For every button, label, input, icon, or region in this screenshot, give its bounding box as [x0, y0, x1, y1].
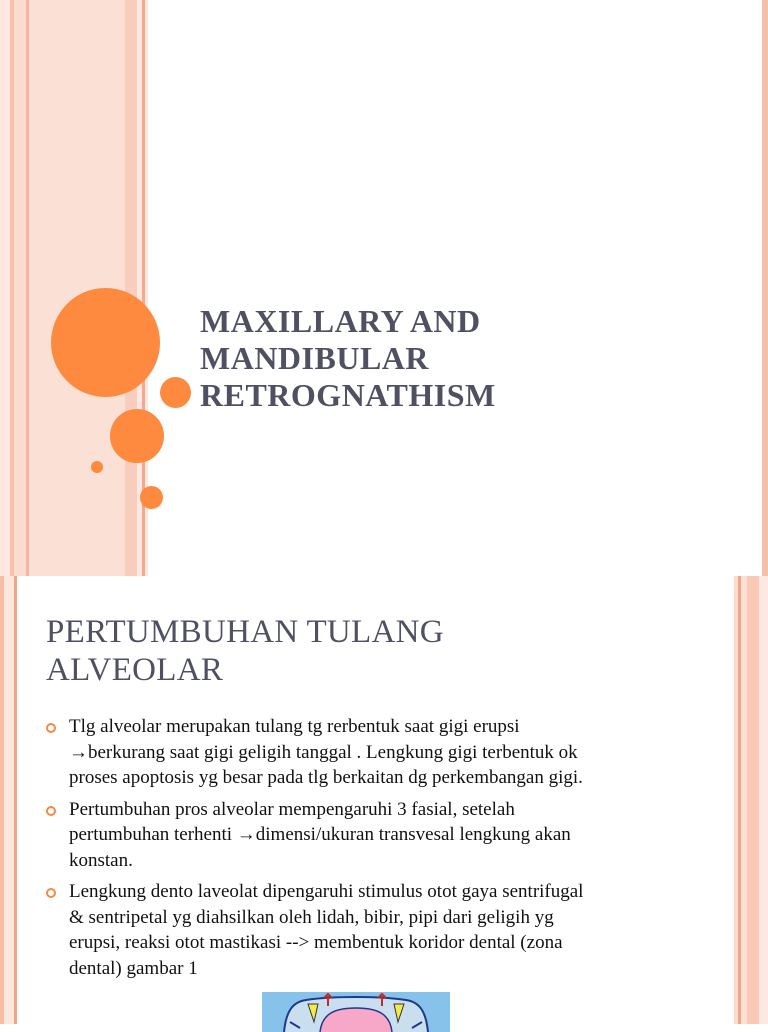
dental-arch-illustration [262, 992, 450, 1032]
bullet-text-line: Tlg alveolar merupakan tulang tg rerbentuk saat gigi erupsi [69, 716, 520, 737]
bullet-text-line: pertumbuhan terhenti →dimensi/ukuran transvesal lengkung akan [69, 824, 571, 845]
slide-title-line: RETROGNATHISM [200, 377, 496, 413]
bullet-ring-icon [46, 806, 56, 816]
decorative-stripe [4, 576, 14, 1024]
decorative-circle-large [51, 288, 160, 397]
decorative-circle-medium [110, 409, 164, 463]
slide-heading [46, 613, 686, 689]
slide-title [200, 303, 740, 414]
slide-title-line: MAXILLARY AND [200, 303, 481, 339]
decorative-stripe [747, 576, 759, 1024]
slide-heading-line: PERTUMBUHAN TULANG [46, 614, 444, 650]
bullet-list [46, 714, 686, 987]
decorative-circle-small [140, 486, 163, 509]
bullet-text-line: konstan. [69, 849, 133, 871]
decorative-stripe [14, 576, 17, 1024]
bullet-text-line: erupsi, reaksi otot mastikasi --> membentuk koridor dental (zona [69, 932, 563, 953]
bullet-ring-icon [46, 888, 56, 898]
dental-arch-figure [262, 992, 450, 1032]
bullet-text-line: & sentripetal yg diahsilkan oleh lidah, bibir, pipi dari geligih yg [69, 906, 554, 928]
bullet-item [46, 879, 686, 981]
slide-heading-line: ALVEOLAR [46, 652, 224, 688]
slide-title-line: MANDIBULAR [200, 340, 429, 376]
bullet-ring-icon [46, 723, 56, 733]
bullet-text-line: Lengkung dento laveolat dipengaruhi stimulus otot gaya sentrifugal [69, 881, 584, 902]
bullet-text-line: Pertumbuhan pros alveolar mempengaruhi 3 fasial, setelah [69, 798, 515, 820]
bullet-text-line: dental) gambar 1 [69, 957, 198, 979]
decorative-circle-tiny [91, 461, 103, 473]
decorative-stripe [14, 0, 26, 576]
bullet-text-line: proses apoptosis yg besar pada tlg berkaitan dg perkembangan gigi. [69, 767, 583, 788]
bullet-text-line: →berkurang saat gigi geligih tanggal . Lengkung gigi terbentuk ok [69, 741, 578, 763]
bullet-item [46, 797, 686, 874]
decorative-stripe [762, 0, 768, 576]
bullet-item [46, 714, 686, 791]
decorative-stripe [125, 0, 137, 576]
decorative-circle-small [160, 377, 191, 408]
decorative-stripe [759, 576, 768, 1024]
decorative-stripe [0, 0, 10, 576]
